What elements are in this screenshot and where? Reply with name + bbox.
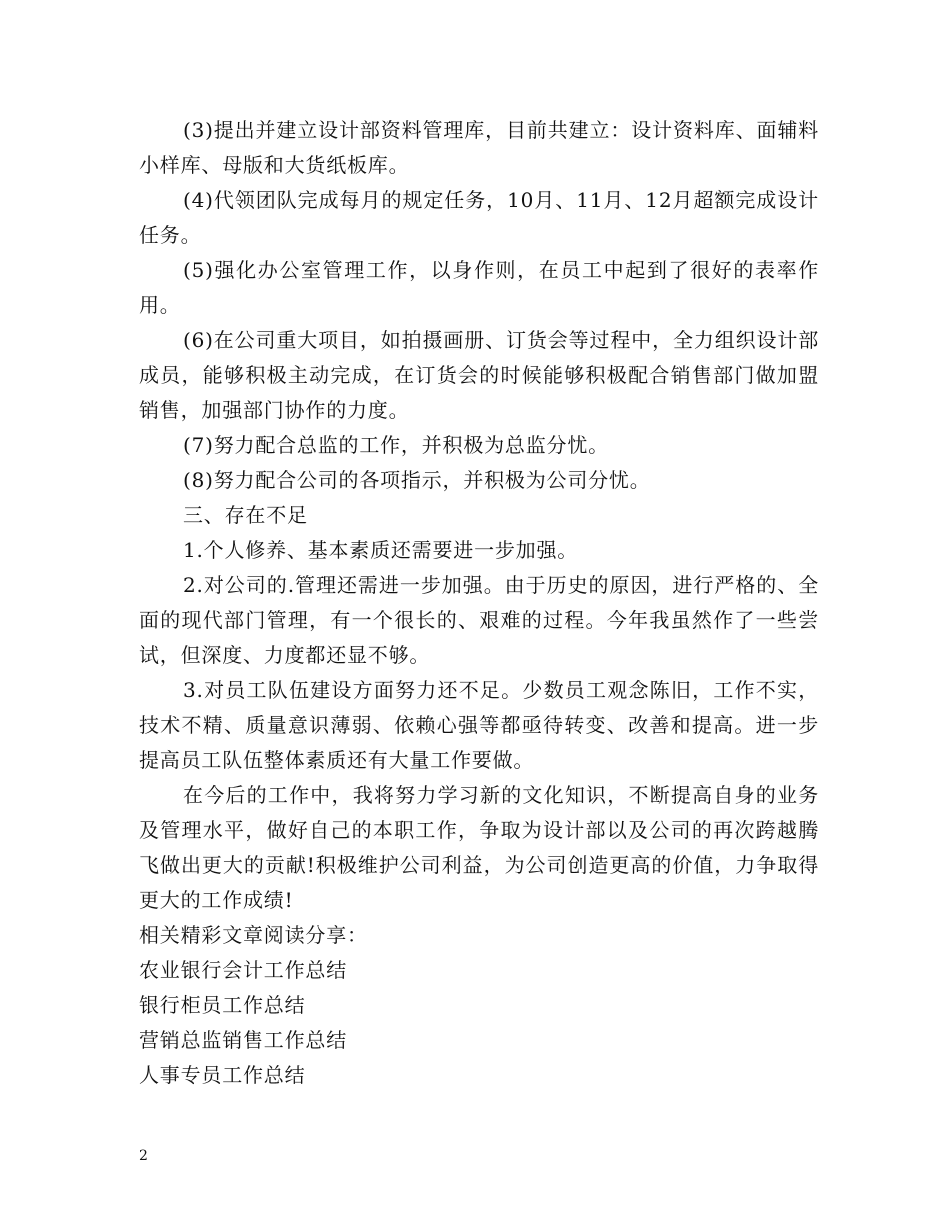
related-article-link[interactable]: 营销总监销售工作总结: [139, 1028, 347, 1052]
paragraph-item-3: (3)提出并建立设计部资料管理库，目前共建立：设计资料库、面辅料小样库、母版和大货纸板库。: [139, 118, 819, 177]
related-article-link[interactable]: 人事专员工作总结: [139, 1063, 306, 1087]
paragraph-item-7: (7)努力配合总监的工作，并积极为总监分忧。: [183, 433, 609, 457]
shortcoming-item-3: 3.对员工队伍建设方面努力还不足。少数员工观念陈旧，工作不实，技术不精、质量意识薄弱、依赖心强等都亟待转变、改善和提高。进一步提高员工队伍整体素质还有大量工作要做。: [139, 678, 819, 772]
related-article-link[interactable]: 银行柜员工作总结: [139, 993, 306, 1017]
page-number: 2: [139, 1148, 148, 1164]
related-articles-heading: 相关精彩文章阅读分享：: [139, 923, 368, 947]
paragraph-item-4: (4)代领团队完成每月的规定任务，10月、11月、12月超额完成设计任务。: [139, 188, 819, 247]
related-article-link[interactable]: 农业银行会计工作总结: [139, 958, 347, 982]
section-heading-shortcomings: 三、存在不足: [183, 503, 308, 527]
document-body: [139, 113, 819, 1093]
closing-paragraph: 在今后的工作中，我将努力学习新的文化知识，不断提高自身的业务及管理水平，做好自己的本职工作，争取为设计部以及公司的再次跨越腾飞做出更大的贡献!积极维护公司利益，为公司创造更高的价值，力争取得更大的工作成绩!: [139, 783, 819, 912]
paragraph-item-5: (5)强化办公室管理工作，以身作则，在员工中起到了很好的表率作用。: [139, 258, 819, 317]
shortcoming-item-1: 1.个人修养、基本素质还需要进一步加强。: [183, 538, 579, 562]
paragraph-item-6: (6)在公司重大项目，如拍摄画册、订货会等过程中，全力组织设计部成员，能够积极主动完成，在订货会的时候能够积极配合销售部门做加盟销售，加强部门协作的力度。: [139, 328, 819, 422]
shortcoming-item-2: 2.对公司的.管理还需进一步加强。由于历史的原因，进行严格的、全面的现代部门管理，有一个很长的、艰难的过程。今年我虽然作了一些尝试，但深度、力度都还显不够。: [139, 573, 819, 667]
paragraph-item-8: (8)努力配合公司的各项指示，并积极为公司分忧。: [183, 468, 651, 492]
